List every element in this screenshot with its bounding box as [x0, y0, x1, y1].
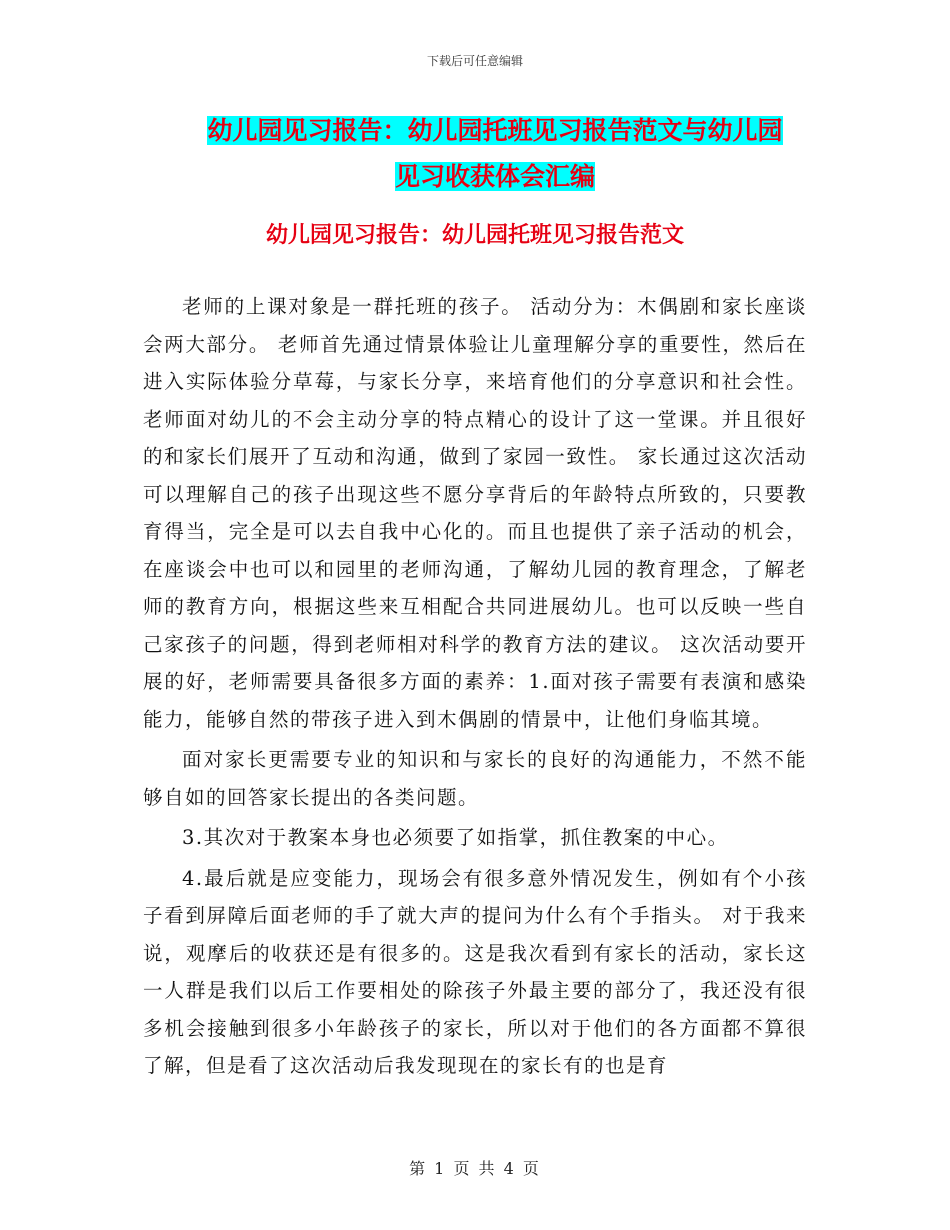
paragraph: 面对家长更需要专业的知识和与家长的良好的沟通能力，不然不能够自如的回答家长提出的各类问题。	[143, 748, 807, 809]
document-title-line-1: 幼儿园见习报告：幼儿园托班见习报告范文与幼儿园	[207, 116, 783, 145]
header-note: 下载后可任意编辑	[426, 54, 523, 68]
body-text	[143, 288, 807, 1088]
document-title	[145, 108, 845, 200]
section-title: 幼儿园见习报告：幼儿园托班见习报告范文	[265, 222, 684, 248]
paragraph: 老师的上课对象是一群托班的孩子。 活动分为：木偶剧和家长座谈会两大部分。 老师首先通过情景体验让儿童理解分享的重要性，然后在进入实际体验分草莓，与家长分享，来培育他们的分享意识和社会性。老师面对幼儿的不会主动分享的特点精心的设计了这一堂课。并且很好的和家长们展开了互动和沟通，做到了家园一致性。 家长通过这次活动可以理解自己的孩子出现这些不愿分享背后的年龄特点所致的，只要教育得当，完全是可以去自我中心化的。而且也提供了亲子活动的机会，在座谈会中也可以和园里的老师沟通，了解幼儿园的教育理念，了解老师的教育方向，根据这些来互相配合共同进展幼儿。也可以反映一些自己家孩子的问题，得到老师相对科学的教育方法的建议。 这次活动要开展的好，老师需要具备很多方面的素养：1.面对孩子需要有表演和感染能力，能够自然的带孩子进入到木偶剧的情景中，让他们身临其境。	[143, 295, 807, 731]
document-title-line-2: 见习收获体会汇编	[394, 162, 595, 191]
paragraph: 4.最后就是应变能力，现场会有很多意外情况发生，例如有个小孩子看到屏障后面老师的手了就大声的提问为什么有个手指头。 对于我来说，观摩后的收获还是有很多的。这是我次看到有家长的活动，家长这一人群是我们以后工作要相处的除孩子外最主要的部分了，我还没有很多机会接触到很多小年龄孩子的家长，所以对于他们的各方面都不算很了解，但是看了这次活动后我发现现在的家长有的也是育	[143, 866, 807, 1077]
paragraph: 3.其次对于教案本身也必须要了如指掌，抓住教案的中心。	[182, 826, 729, 849]
page-number: 第 1 页 共 4 页	[409, 1159, 541, 1178]
